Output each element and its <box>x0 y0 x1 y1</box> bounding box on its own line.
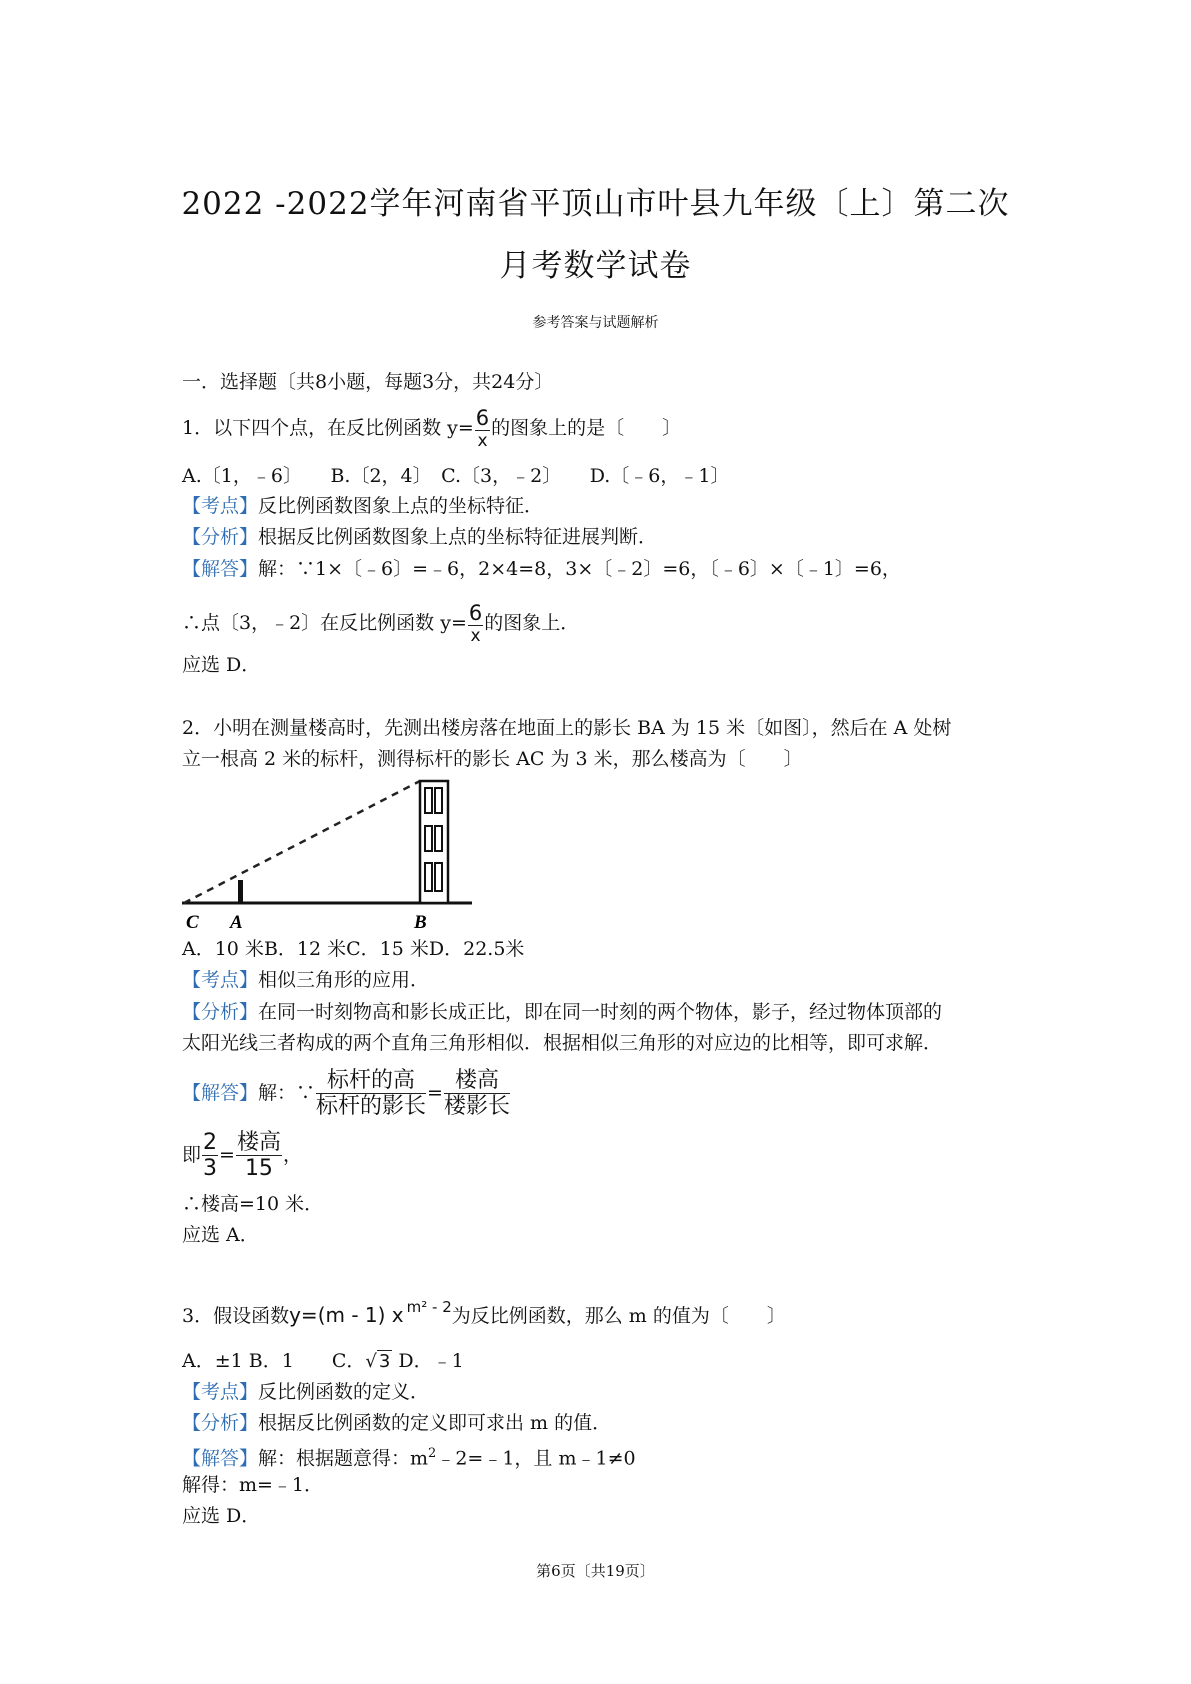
q1-concl-den: x <box>470 626 481 646</box>
marker-pole <box>238 880 243 903</box>
q2-frac-2-3-num: 2 <box>203 1130 218 1155</box>
q3-jieda <box>182 1442 636 1470</box>
q1-answer: 应选 D． <box>182 654 261 676</box>
q1-options: A.〔1，﹣6〕 B.〔2，4〕 C.〔3，﹣2〕 D.〔﹣6，﹣1〕 <box>182 465 730 487</box>
q1-concl-num: 6 <box>468 601 483 625</box>
q1-jieda-text: 解：∵1×〔﹣6〕=﹣6，2×4=8，3×〔﹣2〕=6，〔﹣6〕×〔﹣1〕=6， <box>258 558 901 580</box>
q3-jieda-tail: ﹣2=﹣1，且 m﹣1≠0 <box>436 1447 636 1470</box>
q3-options <box>182 1349 464 1374</box>
q2-ratio-right <box>444 1070 510 1118</box>
q2-jieda-tag: 【解答】 <box>182 1082 259 1104</box>
q2-stem-line2: 立一根高 2 米的标杆，测得标杆的影长 AC 为 3 米，那么楼高为〔 〕 <box>182 748 803 770</box>
q2-kaodian-tag: 【考点】 <box>182 969 259 991</box>
label-c: C <box>186 912 199 933</box>
building-shadow-diagram <box>180 778 480 936</box>
q2-kaodian <box>182 968 429 992</box>
q2-ratio-left-num: 标杆的高 <box>316 1070 426 1094</box>
q1-kaodian <box>182 494 543 518</box>
q3-solve: 解得：m=﹣1． <box>182 1474 324 1496</box>
q2-ratio-left <box>316 1070 426 1118</box>
q3-fenxi <box>182 1411 611 1435</box>
q3-jieda-tag: 【解答】 <box>182 1447 259 1470</box>
q3-answer: 应选 D． <box>182 1505 261 1527</box>
q3-kaodian <box>182 1380 429 1404</box>
q2-frac-height-15 <box>236 1132 282 1180</box>
q3-formula-base: y=(m - 1) x <box>289 1303 404 1327</box>
q1-kaodian-text: 反比例函数图象上点的坐标特征． <box>258 495 544 517</box>
q2-substitution <box>182 1132 302 1180</box>
q1-stem-tail: 的图象上的是〔 〕 <box>491 417 682 439</box>
q2-ratio-left-den: 标杆的影长 <box>316 1094 427 1119</box>
q1-jieda-tag: 【解答】 <box>182 558 259 580</box>
q2-kaodian-text: 相似三角形的应用． <box>258 969 430 991</box>
q2-fenxi-text: 在同一时刻物高和影长成正比，即在同一时刻的两个物体，影子，经过物体顶部的 <box>258 1001 943 1023</box>
label-a: A <box>230 912 243 933</box>
q1-jieda <box>182 557 901 581</box>
q2-ji: 即 <box>182 1144 202 1166</box>
q1-conclusion-text: ∴点〔3，﹣2〕在反比例函数 y= <box>182 612 467 634</box>
q2-fenxi-tag: 【分析】 <box>182 1001 259 1023</box>
q2-fenxi-line1 <box>182 1000 942 1024</box>
q1-kaodian-tag: 【考点】 <box>182 495 259 517</box>
q3-fenxi-text: 根据反比例函数的定义即可求出 m 的值． <box>258 1412 612 1434</box>
q2-frac-2-3-den: 3 <box>203 1156 218 1181</box>
q2-equals: = <box>427 1082 443 1104</box>
q2-frac-height-den: 15 <box>244 1156 273 1181</box>
q2-ratio-right-den: 楼影长 <box>443 1094 510 1119</box>
q1-frac-den: x <box>477 431 488 451</box>
q3-options-abc: A．±1 B．1 C． <box>182 1350 366 1372</box>
q3-stem-text: 3．假设函数 <box>182 1305 290 1327</box>
q3-option-d: D．﹣1 <box>392 1350 464 1372</box>
q3-stem <box>182 1298 786 1329</box>
q3-kaodian-tag: 【考点】 <box>182 1381 259 1403</box>
doc-title-line2: 月考数学试卷 <box>499 248 692 284</box>
q1-fenxi <box>182 525 657 549</box>
q2-equals-2: = <box>219 1144 235 1166</box>
q1-stem <box>182 408 681 450</box>
q1-fraction <box>475 408 490 450</box>
q2-frac-2-3 <box>202 1132 218 1180</box>
q1-fenxi-tag: 【分析】 <box>182 526 259 548</box>
q1-conclusion-tail: 的图象上． <box>484 612 580 634</box>
q3-fenxi-tag: 【分析】 <box>182 1412 259 1434</box>
page-footer: 第6页〔共19页〕 <box>536 1562 655 1580</box>
q1-frac-num: 6 <box>475 406 490 430</box>
q1-conclusion <box>182 603 579 645</box>
q3-function-formula <box>289 1298 452 1327</box>
q2-jieda <box>182 1070 511 1118</box>
q3-kaodian-text: 反比例函数的定义． <box>258 1381 430 1403</box>
q3-jieda-sup: 2 <box>428 1446 437 1461</box>
q2-result: ∴楼高=10 米． <box>182 1193 324 1215</box>
q2-options: A．10 米B．12 米C．15 米D．22.5米 <box>182 938 525 960</box>
section-heading: 一．选择题〔共8小题，每题3分，共24分〕 <box>182 371 554 393</box>
q3-stem-tail: 为反比例函数，那么 m 的值为〔 〕 <box>451 1305 786 1327</box>
q2-ratio-right-num: 楼高 <box>444 1070 510 1094</box>
doc-title-line1: 2022 -2022学年河南省平顶山市叶县九年级〔上〕第二次 <box>181 186 1010 222</box>
q2-answer: 应选 A． <box>182 1224 259 1246</box>
q2-comma: ， <box>282 1144 302 1166</box>
q2-fenxi-line2: 太阳光线三者构成的两个直角三角形相似．根据相似三角形的对应边的比相等，即可求解． <box>182 1032 943 1054</box>
q1-stem-text: 1．以下四个点，在反比例函数 y= <box>182 417 474 439</box>
q1-fenxi-text: 根据反比例函数图象上点的坐标特征进展判断． <box>258 526 658 548</box>
sunlight-dashed-line <box>184 781 420 903</box>
q3-jieda-text: 解：根据题意得：m <box>258 1447 429 1470</box>
label-b: B <box>414 912 427 933</box>
q2-frac-height-num: 楼高 <box>236 1130 281 1155</box>
q1-conclusion-fraction <box>468 603 483 645</box>
doc-subtitle: 参考答案与试题解析 <box>532 315 659 331</box>
q2-jieda-prefix: 解：∵ <box>258 1082 316 1104</box>
q2-stem-line1: 2．小明在测量楼高时，先测出楼房落在地面上的影长 BA 为 15 米〔如图〕，然后在 A 处树 <box>182 717 952 739</box>
q3-sqrt-value: 3 <box>378 1351 391 1372</box>
q3-formula-exponent: m² - 2 <box>406 1298 452 1316</box>
q3-sqrt-3: √ 3 <box>365 1351 391 1372</box>
